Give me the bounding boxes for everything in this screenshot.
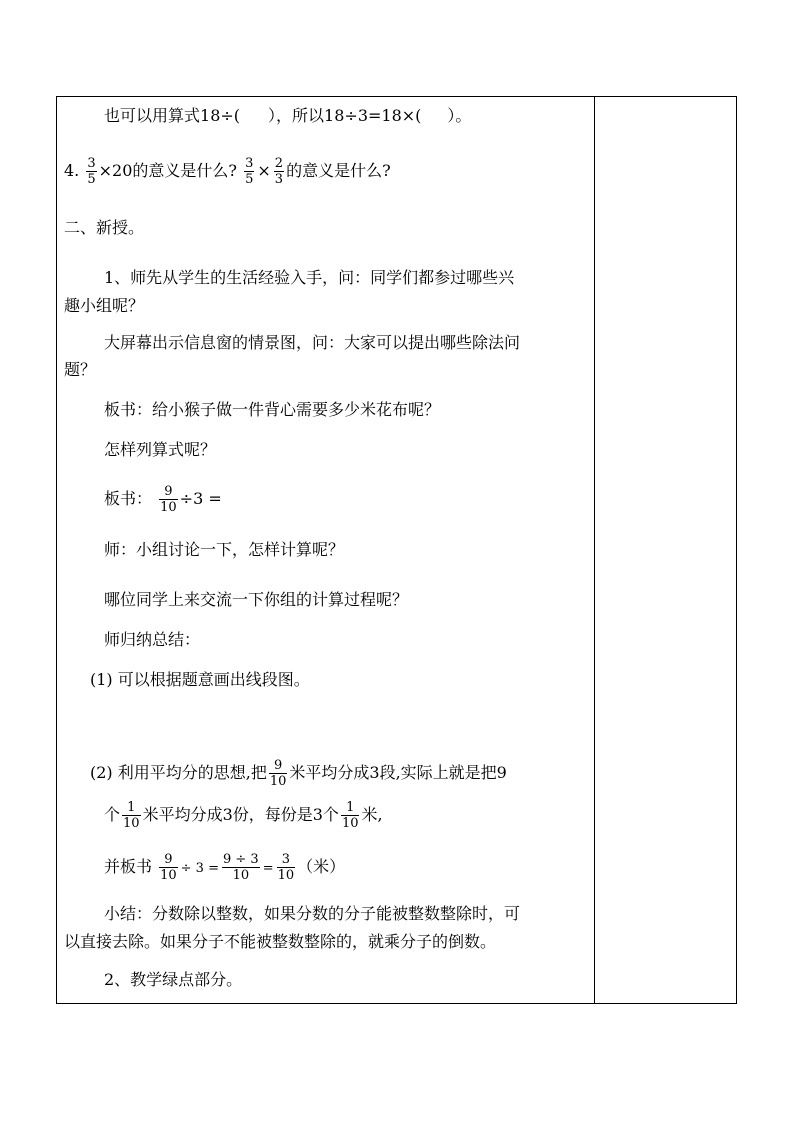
paragraph-line: (1) 可以根据题意画出线段图。	[90, 670, 310, 689]
fraction: $\frac{1}{10}$	[123, 800, 140, 831]
fraction: $\frac{9}{10}$	[160, 484, 177, 515]
text: ），所以	[268, 106, 325, 125]
paragraph-line	[104, 800, 383, 831]
paragraph-line: 板书：给小猴子做一件背心需要多少米花布呢？	[104, 400, 441, 419]
equals-sign: =	[262, 861, 274, 876]
question-number: 4.	[64, 161, 80, 180]
unit: （米）	[297, 857, 346, 876]
text: ÷3 =	[179, 489, 222, 508]
column-divider	[594, 96, 595, 1004]
paragraph-line: 1、师先从学生的生活经验入手，问：同学们都参过哪些兴	[104, 268, 515, 287]
text: ÷ 3 =	[180, 861, 219, 876]
paragraph-line: 怎样列算式呢？	[104, 440, 217, 459]
text: 米平均分成3段,实际上就是把9	[289, 763, 507, 782]
paragraph-line	[90, 758, 507, 789]
paragraph-line: 趣小组呢？	[64, 296, 145, 315]
text: 并板书	[104, 857, 153, 876]
text: 个	[104, 805, 121, 824]
fraction: $\frac{9}{10}$	[269, 758, 287, 789]
text: ）。	[447, 106, 472, 125]
text: (2) 利用平均分的思想,把	[90, 763, 267, 782]
board-calculation	[104, 852, 345, 883]
paragraph-line: 以直接去除。如果分子不能被整数整除的，就乘分子的倒数。	[64, 932, 497, 951]
fraction: $\frac{9}{10}$	[160, 852, 177, 883]
text: 米平均分成3份，每份是3个	[142, 805, 339, 824]
fraction: $\frac{3}{5}$	[87, 156, 96, 187]
paragraph-line: 师：小组讨论一下，怎样计算呢？	[104, 540, 345, 559]
text: 的意义是什么?	[286, 161, 391, 180]
multiply-sign: ×	[257, 161, 271, 180]
board-expression	[104, 484, 222, 515]
text: 的意义是什么?	[132, 161, 237, 180]
paragraph-line: 题？	[64, 360, 97, 379]
fraction: $\frac{9 \div 3}{10}$	[222, 852, 259, 883]
paragraph-line: 大屏幕出示信息窗的情景图，问：大家可以提出哪些除法问	[104, 333, 521, 352]
fraction: $\frac{3}{10}$	[277, 852, 295, 883]
paragraph-line: 师归纳总结：	[104, 630, 201, 649]
fraction: $\frac{2}{3}$	[274, 156, 284, 187]
expression-line	[104, 106, 471, 126]
fraction: $\frac{1}{10}$	[341, 800, 359, 831]
text: ×20	[98, 161, 133, 180]
text: 也可以用算式	[104, 106, 201, 125]
section-heading: 二、新授。	[64, 218, 145, 237]
text: 18÷3=18×(	[324, 106, 422, 125]
paragraph-line: 哪位同学上来交流一下你组的计算过程呢？	[104, 590, 409, 609]
text: 米,	[361, 805, 383, 824]
text: 18÷(	[200, 106, 241, 125]
question-4	[64, 156, 391, 187]
fraction: $\frac{3}{5}$	[245, 156, 254, 187]
text: 板书：	[104, 489, 153, 508]
paragraph-line: 小结：分数除以整数，如果分数的分子能被整数整除时，可	[104, 904, 521, 923]
paragraph-line: 2、教学绿点部分。	[104, 970, 243, 989]
